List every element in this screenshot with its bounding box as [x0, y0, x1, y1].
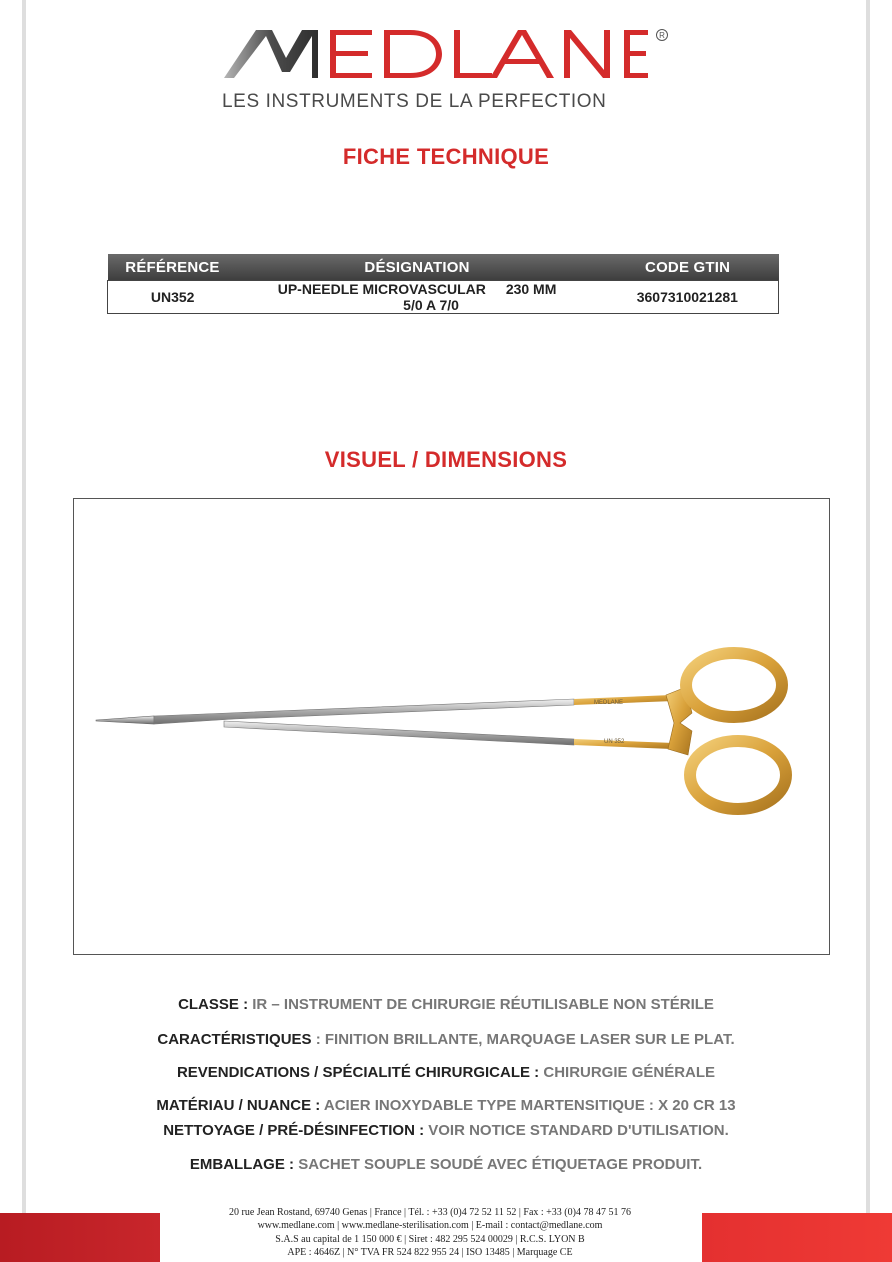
instrument-visual-frame [73, 498, 830, 955]
cell-gtin: 3607310021281 [597, 281, 779, 314]
section-title-visuel: VISUEL / DIMENSIONS [324, 447, 568, 472]
designation-suture: 5/0 A 7/0 [403, 297, 459, 313]
header-reference: RÉFÉRENCE [108, 254, 238, 281]
cell-designation [237, 281, 596, 314]
property-classe: CLASSE : IR – INSTRUMENT DE CHIRURGIE RÉUTILISABLE NON STÉRILE [178, 996, 714, 1013]
brand-tagline: LES INSTRUMENTS DE LA PERFECTION [222, 91, 607, 112]
header-designation: DÉSIGNATION [237, 254, 596, 281]
designation-size: 230 MM [505, 281, 557, 297]
property-revendications: REVENDICATIONS / SPÉCIALITÉ CHIRURGICALE : CHIRURGIE GÉNÉRALE [176, 1064, 716, 1081]
footer-web: www.medlane.com | www.medlane-sterilisation.com | E-mail : contact@medlane.com [257, 1220, 603, 1231]
engraving-reference: UN 352 [604, 739, 625, 745]
section-title-fiche: FICHE TECHNIQUE [342, 144, 550, 169]
property-caracteristiques: CARACTÉRISTIQUES : FINITION BRILLANTE, MARQUAGE LASER SUR LE PLAT. [157, 1031, 735, 1048]
property-nettoyage: NETTOYAGE / PRÉ-DÉSINFECTION : VOIR NOTICE STANDARD D'UTILISATION. [163, 1122, 729, 1139]
footer-legal: APE : 4646Z | N° TVA FR 524 822 955 24 | ISO 13485 | Marquage CE [287, 1247, 573, 1258]
header-gtin: CODE GTIN [597, 254, 779, 281]
footer-bar-left [0, 1213, 160, 1262]
property-emballage: EMBALLAGE : SACHET SOUPLE SOUDÉ AVEC ÉTIQUETAGE PRODUIT. [189, 1156, 703, 1173]
property-materiau: MATÉRIAU / NUANCE : ACIER INOXYDABLE TYPE MARTENSITIQUE : X 20 CR 13 [156, 1097, 736, 1114]
cell-reference: UN352 [108, 281, 238, 314]
reference-table [107, 254, 779, 314]
footer-address: 20 rue Jean Rostand, 69740 Genas | France | Tél. : +33 (0)4 72 52 11 52 | Fax : +33 (0)4 78 47 51 76 [229, 1207, 631, 1218]
table-row [108, 281, 779, 314]
footer-bar-right [702, 1213, 892, 1262]
svg-text:R: R [659, 31, 665, 40]
engraving-brand: MEDLANE [594, 700, 624, 706]
designation-name: UP-NEEDLE MICROVASCULAR [277, 281, 486, 297]
needle-holder-illustration [74, 499, 831, 956]
footer-company: S.A.S au capital de 1 150 000 € | Siret : 482 295 524 00029 | R.C.S. LYON B [275, 1234, 585, 1245]
